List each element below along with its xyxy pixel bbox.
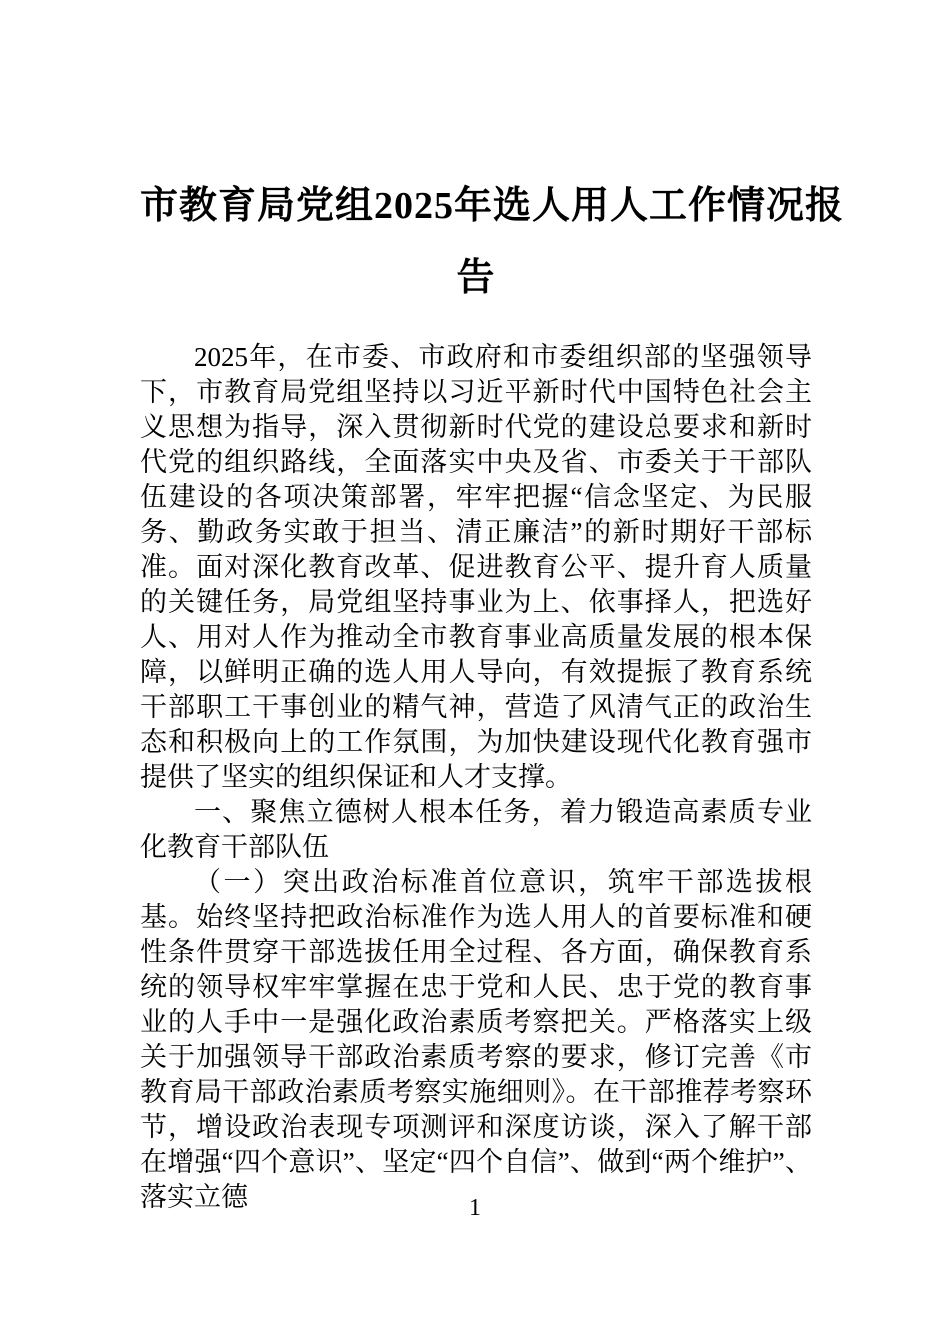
document-title-line-1: 市教育局党组2025年选人用人工作情况报 <box>140 185 845 227</box>
document-title-line-2: 告 <box>456 257 496 299</box>
page-number: 1 <box>469 1195 481 1221</box>
document-title <box>140 170 845 314</box>
document-body <box>140 340 812 1215</box>
paragraph: （一）突出政治标准首位意识，筑牢干部选拔根基。始终坚持把政治标准作为选人用人的首要标准和硬性条件贯穿干部选拔任用全过程、各方面，确保教育系统的领导权牢牢掌握在忠于党和人民、忠于党的教育事业的人手中一是强化政治素质考察把关。严格落实上级关于加强领导干部政治素质考察的要求，修订完善《市教育局干部政治素质考察实施细则》。在干部推荐考察环节，增设政治表现专项测评和深度访谈，深入了解干部在增强“四个意识”、坚定“四个自信”、做到“两个维护”、落实立德 <box>140 867 812 1212</box>
paragraph: 一、聚焦立德树人根本任务，着力锻造高素质专业化教育干部队伍 <box>140 797 812 862</box>
paragraph: 2025年，在市委、市政府和市委组织部的坚强领导下，市教育局党组坚持以习近平新时代中国特色社会主义思想为指导，深入贯彻新时代党的建设总要求和新时代党的组织路线，全面落实中央及省、市委关于干部队伍建设的各项决策部署，牢牢把握“信念坚定、为民服务、勤政务实敢于担当、清正廉洁”的新时期好干部标准。面对深化教育改革、促进教育公平、提升育人质量的关键任务，局党组坚持事业为上、依事择人，把选好人、用对人作为推动全市教育事业高质量发展的根本保障，以鲜明正确的选人用人导向，有效提振了教育系统干部职工干事创业的精气神，营造了风清气正的政治生态和积极向上的工作氛围，为加快建设现代化教育强市提供了坚实的组织保证和人才支撑。 <box>140 342 812 792</box>
